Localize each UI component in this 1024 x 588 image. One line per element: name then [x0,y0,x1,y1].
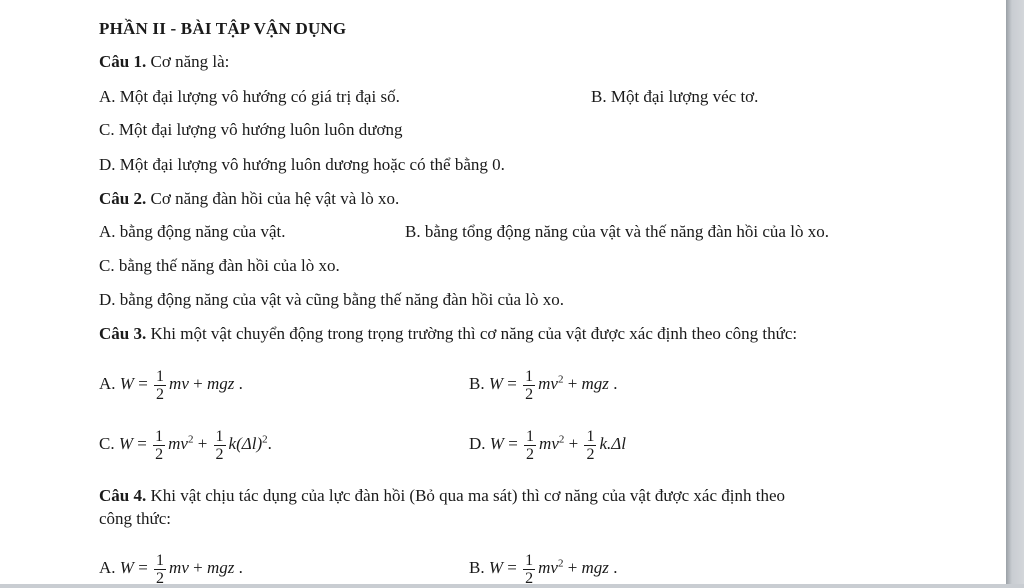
q3-option-c: C. W = $\frac{1}{2}$ $mv^2$ + $\frac{1}{2}$ $k(\Delta l)^2$. [99,427,272,463]
fraction: $\frac{1}{2}$ [525,551,534,587]
q1-option-c: C. Một đại lượng vô hướng luôn luôn dương [99,120,403,139]
question-number: Câu 4. [99,486,147,505]
q4-option-a: A. W = $\frac{1}{2}$ mv + mgz . [99,551,243,587]
fraction: $\frac{1}{2}$ [526,427,535,463]
section-title: PHẦN II - BÀI TẬP VẬN DỤNG [99,19,347,38]
question-stem: Khi một vật chuyển động trong trọng trường thì cơ năng của vật được xác định theo công thức: [150,324,798,343]
q1-option-b: B. Một đại lượng véc tơ. [591,87,759,106]
q2-option-c: C. bằng thế năng đàn hồi của lò xo. [99,256,340,275]
window-edge [1006,0,1024,584]
question-4 [99,486,785,506]
q1-option-a: A. Một đại lượng vô hướng có giá trị đại số. [99,87,400,106]
question-2 [99,189,399,209]
question-4-stem-continued: công thức: [99,509,172,528]
question-1 [99,52,229,72]
fraction: $\frac{1}{2}$ [525,367,534,403]
q3-option-a: A. W = $\frac{1}{2}$ mv + mgz . [99,367,243,403]
fraction: $\frac{1}{2}$ [586,427,595,463]
question-number: Câu 1. [99,52,147,71]
fraction: $\frac{1}{2}$ [156,367,165,403]
question-stem: Cơ năng là: [150,52,230,71]
question-stem: Khi vật chịu tác dụng của lực đàn hồi (Bỏ qua ma sát) thì cơ năng của vật được xác định theo [150,486,786,505]
q2-option-b: B. bằng tổng động năng của vật và thế năng đàn hồi của lò xo. [405,222,829,241]
q2-option-d: D. bằng động năng của vật và cũng bằng thế năng đàn hồi của lò xo. [99,290,565,309]
question-number: Câu 2. [99,189,147,208]
question-stem: Cơ năng đàn hồi của hệ vật và lò xo. [150,189,400,208]
q4-option-b: B. W = $\frac{1}{2}$ $mv^2$ + mgz . [469,551,618,587]
q2-option-a: A. bằng động năng của vật. [99,222,286,241]
q3-option-d: D. W = $\frac{1}{2}$ $mv^2$ + $\frac{1}{2}$ k.Δl [469,427,626,463]
fraction: $\frac{1}{2}$ [155,427,164,463]
fraction: $\frac{1}{2}$ [156,551,165,587]
question-3 [99,324,797,344]
fraction: $\frac{1}{2}$ [215,427,224,463]
question-number: Câu 3. [99,324,147,343]
q1-option-d: D. Một đại lượng vô hướng luôn dương hoặc có thể bằng 0. [99,155,505,174]
q3-option-b: B. W = $\frac{1}{2}$ $mv^2$ + mgz . [469,367,618,403]
